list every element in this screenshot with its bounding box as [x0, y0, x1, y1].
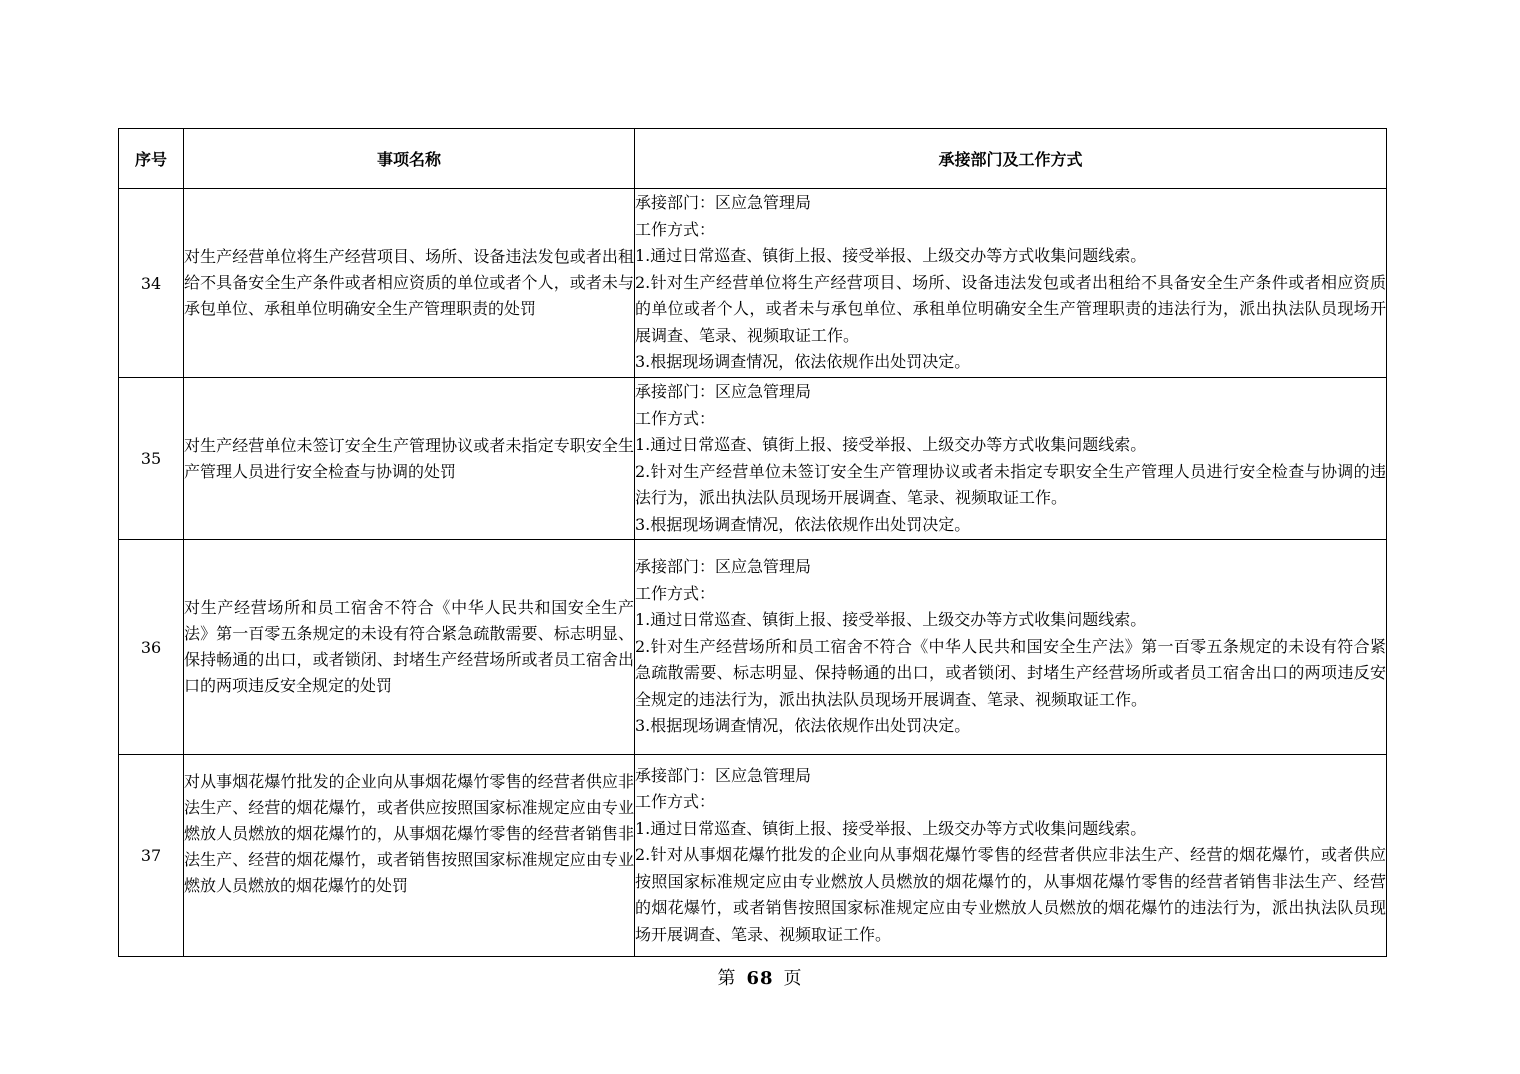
method-line: 承接部门：区应急管理局: [635, 557, 812, 577]
method-line: 3.根据现场调查情况，依法依规作出处罚决定。: [635, 514, 971, 534]
method-line: 2.针对生产经营单位将生产经营项目、场所、设备违法发包或者出租给不具备安全生产条件或者相应资质的单位或者个人，或者未与承包单位、承租单位明确安全生产管理职责的违法行为，派出执法队员现场开展调查、笔录、视频取证工作。: [635, 272, 1386, 345]
method-line: 3.根据现场调查情况，依法依规作出处罚决定。: [635, 716, 971, 736]
method-line: 承接部门：区应急管理局: [635, 382, 812, 401]
method-line: 工作方式：: [635, 219, 716, 239]
method-line: 工作方式：: [635, 792, 716, 812]
header-no: 序号: [119, 129, 184, 189]
page-footer: [0, 964, 1520, 990]
table-row: [119, 189, 1387, 378]
method-line: 2.针对生产经营单位未签订安全生产管理协议或者未指定专职安全生产管理人员进行安全检查与协调的违法行为，派出执法队员现场开展调查、笔录、视频取证工作。: [635, 461, 1386, 507]
page-number: 68: [746, 968, 774, 989]
method-line: 2.针对生产经营场所和员工宿舍不符合《中华人民共和国安全生产法》第一百零五条规定的未设有符合紧急疏散需要、标志明显、保持畅通的出口，或者锁闭、封堵生产经营场所或者员工宿舍出口的两项违反安全规定的违法行为，派出执法队员现场开展调查、笔录、视频取证工作。: [635, 636, 1386, 709]
method-cell: [635, 378, 1387, 540]
method-cell: [635, 755, 1387, 957]
method-cell: [635, 540, 1387, 755]
method-line: 1.通过日常巡查、镇街上报、接受举报、上级交办等方式收集问题线索。: [635, 818, 1147, 838]
header-method: 承接部门及工作方式: [635, 129, 1387, 189]
row-number: 34: [119, 189, 184, 378]
table-row: [119, 755, 1387, 957]
table-row: [119, 540, 1387, 755]
page-prefix: 第: [717, 968, 737, 989]
header-name: 事项名称: [184, 129, 635, 189]
method-cell: [635, 189, 1387, 378]
row-number: 35: [119, 378, 184, 540]
method-line: 承接部门：区应急管理局: [635, 765, 812, 785]
row-number: 36: [119, 540, 184, 755]
method-line: 承接部门：区应急管理局: [635, 193, 812, 213]
table-header-row: [119, 129, 1387, 189]
table-row: [119, 378, 1387, 540]
matter-name: 对生产经营单位将生产经营项目、场所、设备违法发包或者出租给不具备安全生产条件或者相应资质的单位或者个人，或者未与承包单位、承租单位明确安全生产管理职责的处罚: [184, 189, 635, 378]
method-line: 1.通过日常巡查、镇街上报、接受举报、上级交办等方式收集问题线索。: [635, 610, 1147, 630]
method-line: 1.通过日常巡查、镇街上报、接受举报、上级交办等方式收集问题线索。: [635, 435, 1147, 454]
matters-table: [118, 128, 1387, 957]
method-line: 2.针对从事烟花爆竹批发的企业向从事烟花爆竹零售的经营者供应非法生产、经营的烟花爆竹，或者供应按照国家标准规定应由专业燃放人员燃放的烟花爆竹的，从事烟花爆竹零售的经营者销售非法生产、经营的烟花爆竹，或者销售按照国家标准规定应由专业燃放人员燃放的烟花爆竹的违法行为，派出执法队员现场开展调查、笔录、视频取证工作。: [635, 845, 1386, 944]
method-line: 3.根据现场调查情况，依法依规作出处罚决定。: [635, 352, 971, 372]
matter-name: 对从事烟花爆竹批发的企业向从事烟花爆竹零售的经营者供应非法生产、经营的烟花爆竹，或者供应按照国家标准规定应由专业燃放人员燃放的烟花爆竹的，从事烟花爆竹零售的经营者销售非法生产、经营的烟花爆竹，或者销售按照国家标准规定应由专业燃放人员燃放的烟花爆竹的处罚: [184, 755, 635, 957]
matter-name: 对生产经营场所和员工宿舍不符合《中华人民共和国安全生产法》第一百零五条规定的未设有符合紧急疏散需要、标志明显、保持畅通的出口，或者锁闭、封堵生产经营场所或者员工宿舍出口的两项违反安全规定的处罚: [184, 540, 635, 755]
method-line: 工作方式：: [635, 408, 716, 428]
page-suffix: 页: [783, 968, 803, 989]
method-line: 1.通过日常巡查、镇街上报、接受举报、上级交办等方式收集问题线索。: [635, 246, 1147, 266]
row-number: 37: [119, 755, 184, 957]
matter-name: 对生产经营单位未签订安全生产管理协议或者未指定专职安全生产管理人员进行安全检查与协调的处罚: [184, 378, 635, 540]
method-line: 工作方式：: [635, 583, 716, 603]
